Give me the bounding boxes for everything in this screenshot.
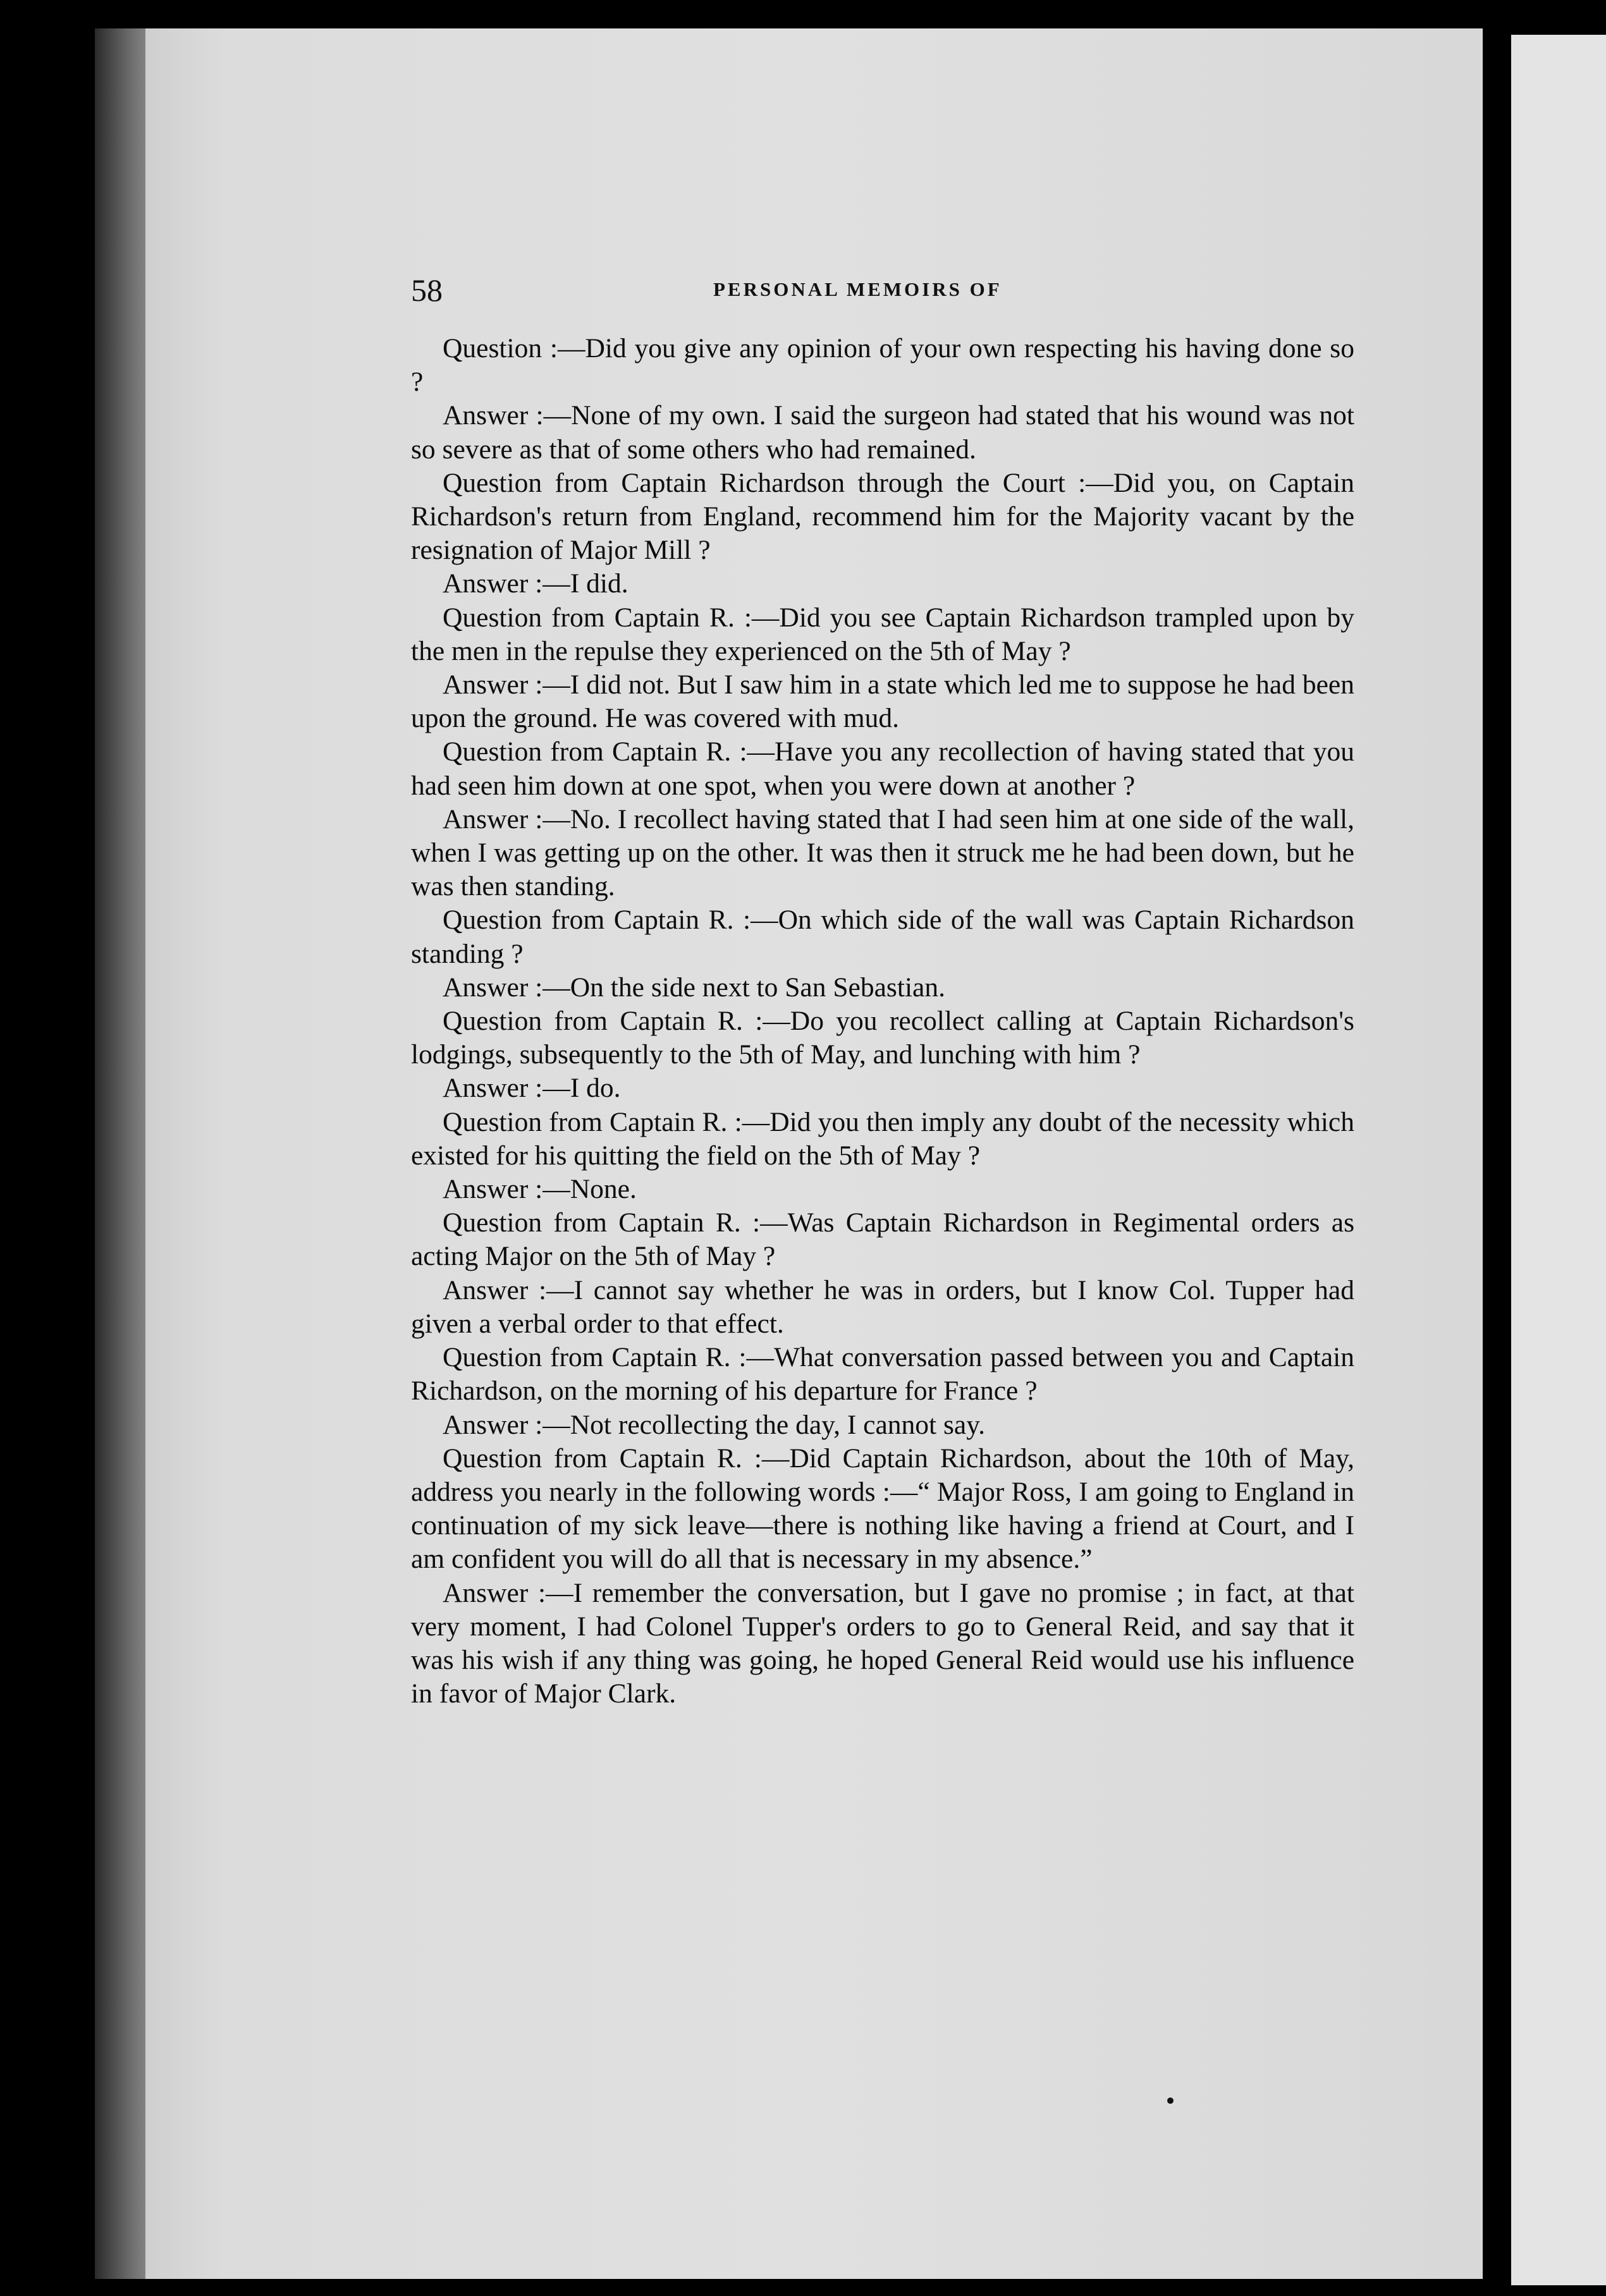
answer-paragraph: Answer :—Not recollecting the day, I cannot say. bbox=[443, 1409, 986, 1440]
question-paragraph: Question from Captain R. :—Did you see Captain Richardson trampled upon by the men in the repulse they experienced on the 5th of May ? bbox=[411, 602, 1354, 666]
question-paragraph: Question from Captain R. :—On which side of the wall was Captain Richardson standing ? bbox=[411, 905, 1354, 969]
answer-paragraph: Answer :—I did. bbox=[443, 568, 628, 599]
question-paragraph: Question :—Did you give any opinion of your own respecting his having done so ? bbox=[411, 333, 1354, 398]
book-page-edges bbox=[95, 28, 152, 2279]
question-paragraph: Question from Captain R. :—Have you any recollection of having stated that you had seen him down at one spot, when you were down at another ? bbox=[411, 736, 1354, 801]
answer-paragraph: Answer :—None of my own. I said the surgeon had stated that his wound was not so severe as that of some others who had remained. bbox=[411, 400, 1354, 465]
running-head: PERSONAL MEMOIRS OF bbox=[713, 278, 1002, 300]
answer-paragraph: Answer :—I do. bbox=[443, 1073, 621, 1104]
question-paragraph: Question from Captain R. :—Did Captain Richardson, about the 10th of May, address you nearly in the following words :—“ Major Ross, I am going to England in continuation of my sick leave—there is nothing like having a friend at Court, and I am confident you will do all that is necessary in my absence.” bbox=[411, 1443, 1354, 1575]
body-text bbox=[411, 332, 1354, 1711]
answer-paragraph: Answer :—I remember the conversation, but I gave no promise ; in fact, at that very moment, I had Colonel Tupper's orders to go to General Reid, and say that it was his wish if any thing was going, he hoped General Reid would use his influence in favor of Major Clark. bbox=[411, 1577, 1354, 1709]
answer-paragraph: Answer :—I cannot say whether he was in orders, but I know Col. Tupper had given a verbal order to that effect. bbox=[411, 1274, 1354, 1339]
question-paragraph: Question from Captain R. :—Do you recollect calling at Captain Richardson's lodgings, subsequently to the 5th of May, and lunching with him ? bbox=[411, 1006, 1354, 1070]
question-paragraph: Question from Captain R. :—What conversation passed between you and Captain Richardson, on the morning of his departure for France ? bbox=[411, 1342, 1354, 1407]
answer-paragraph: Answer :—I did not. But I saw him in a state which led me to suppose he had been upon the ground. He was covered with mud. bbox=[411, 669, 1354, 734]
answer-paragraph: Answer :—On the side next to San Sebastian. bbox=[443, 972, 945, 1003]
answer-paragraph: Answer :—No. I recollect having stated that I had seen him at one side of the wall, when I was getting up on the other. It was then it struck me he had been down, but he was then standing. bbox=[411, 803, 1354, 902]
page-header bbox=[411, 272, 1359, 310]
ink-dot bbox=[1167, 2098, 1174, 2104]
question-paragraph: Question from Captain Richardson through the Court :—Did you, on Captain Richardson's return from England, recommend him for the Majority vacant by the resignation of Major Mill ? bbox=[411, 467, 1354, 566]
facing-page-edge bbox=[1511, 35, 1606, 2285]
book-gutter bbox=[1483, 0, 1511, 2296]
question-paragraph: Question from Captain R. :—Did you then imply any doubt of the necessity which existed for his quitting the field on the 5th of May ? bbox=[411, 1106, 1354, 1171]
answer-paragraph: Answer :—None. bbox=[443, 1174, 637, 1205]
question-paragraph: Question from Captain R. :—Was Captain Richardson in Regimental orders as acting Major on the 5th of May ? bbox=[411, 1207, 1354, 1272]
page-number: 58 bbox=[411, 272, 443, 308]
